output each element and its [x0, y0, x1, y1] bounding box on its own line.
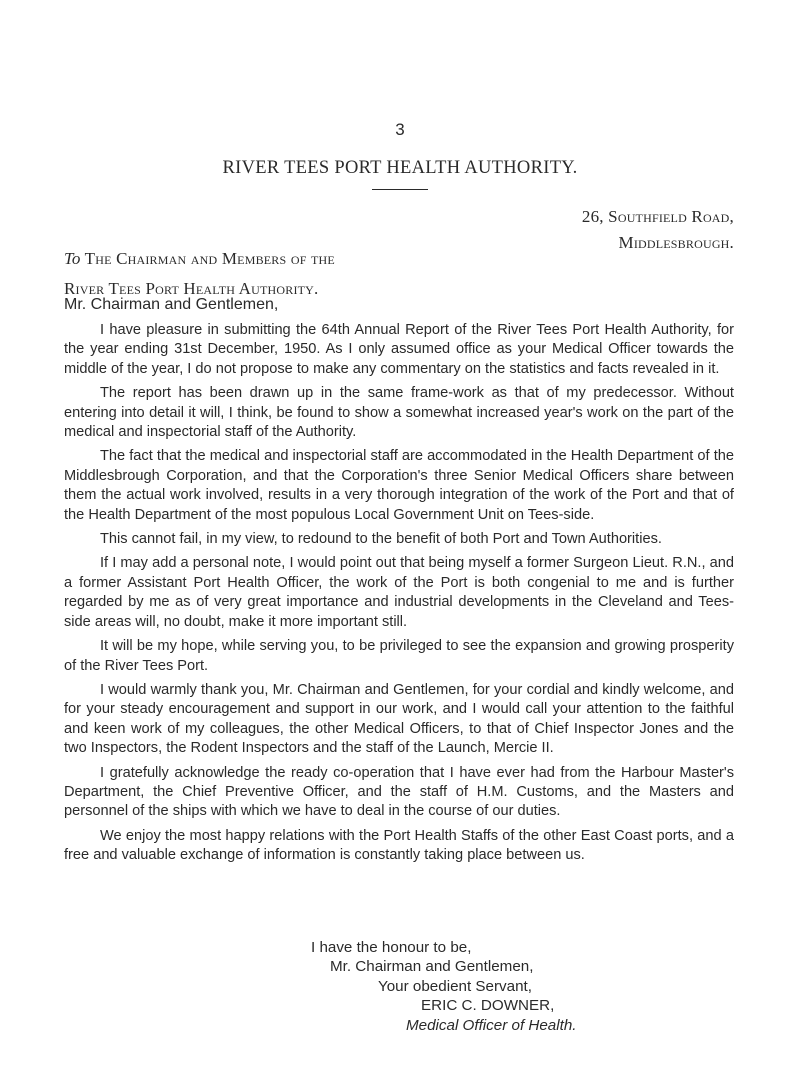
closing-line-2: Mr. Chairman and Gentlemen, — [330, 958, 534, 976]
sender-address — [582, 204, 734, 256]
addressee-line-2: River Tees Port Health Authority. — [64, 279, 319, 298]
document-title: RIVER TEES PORT HEALTH AUTHORITY. — [222, 158, 578, 178]
closing-line-3: Your obedient Servant, — [378, 977, 532, 995]
paragraph: I have pleasure in submitting the 64th Annual Report of the River Tees Port Health Authority, for the year ending 31st December, 1950. As I only assumed office as your Medical Officer towards the middle of the year, I do not propose to make any commentary on the statistics and facts revealed in it. — [64, 322, 734, 377]
closing-line-1: I have the honour to be, — [311, 939, 472, 956]
paragraph: I gratefully acknowledge the ready co-operation that I have ever had from the Harbour Master's Department, the Chief Preventive Officer, and the staff of H.M. Customs, and the Masters and personnel of the ships with which we have to deal in the course of our duties. — [64, 764, 734, 820]
paragraph: It will be my hope, while serving you, to be privileged to see the expansion and growing prosperity of the River Tees Port. — [64, 638, 734, 674]
title-divider — [372, 189, 428, 190]
letter-body — [64, 321, 734, 871]
paragraph: The fact that the medical and inspectorial staff are accommodated in the Health Department of the Middlesbrough Corporation, and that the Corporation's three Senior Medical Officers share between them the actual work involved, results in a very thorough integration of the work of the Port and that of the Health Department of the most populous Local Government Unit on Tees-side. — [64, 448, 734, 523]
paragraph: If I may add a personal note, I would point out that being myself a former Surgeon Lieut. R.N., and a former Assistant Port Health Officer, the work of the Port is both congenial to me and is further regarded by me as of very great importance and industrial developments in the Cleveland and Tees-side areas will, no doubt, make it more important still. — [64, 555, 734, 630]
closing-block — [311, 938, 577, 1035]
addressee — [64, 244, 335, 304]
address-line-2: Middlesbrough. — [618, 233, 734, 252]
paragraph: We enjoy the most happy relations with the Port Health Staffs of the other East Coast ports, and a free and valuable exchange of information is constantly taking place between us. — [64, 827, 734, 864]
addressee-recipient: The Chairman and Members of the — [84, 249, 335, 268]
salutation: Mr. Chairman and Gentlemen, — [64, 296, 279, 313]
paragraph: I would warmly thank you, Mr. Chairman and Gentlemen, for your cordial and kindly welcome, and for your steady encouragement and support in our work, and I would call your attention to the faithful and keen work of my colleagues, the other Medical Officers, to that of Chief Inspector Jones and the two Inspectors, the Rodent Inspectors and the staff of the Launch, Mercie II. — [64, 681, 734, 757]
address-line-1: 26, Southfield Road, — [581, 207, 734, 226]
paragraph: This cannot fail, in my view, to redound to the benefit of both Port and Town Authorities. — [100, 531, 662, 548]
signatory-title: Medical Officer of Health. — [406, 1016, 577, 1034]
page-number: 3 — [395, 120, 405, 139]
addressee-to: To — [64, 249, 81, 268]
paragraph: The report has been drawn up in the same frame-work as that of my predecessor. Without entering into detail it will, I think, be found to show a somewhat increased year's work on the part of the medical and inspectorial staff of the Authority. — [64, 385, 734, 441]
addressee-line-1 — [64, 244, 335, 274]
signatory-name: ERIC C. DOWNER, — [421, 997, 555, 1015]
